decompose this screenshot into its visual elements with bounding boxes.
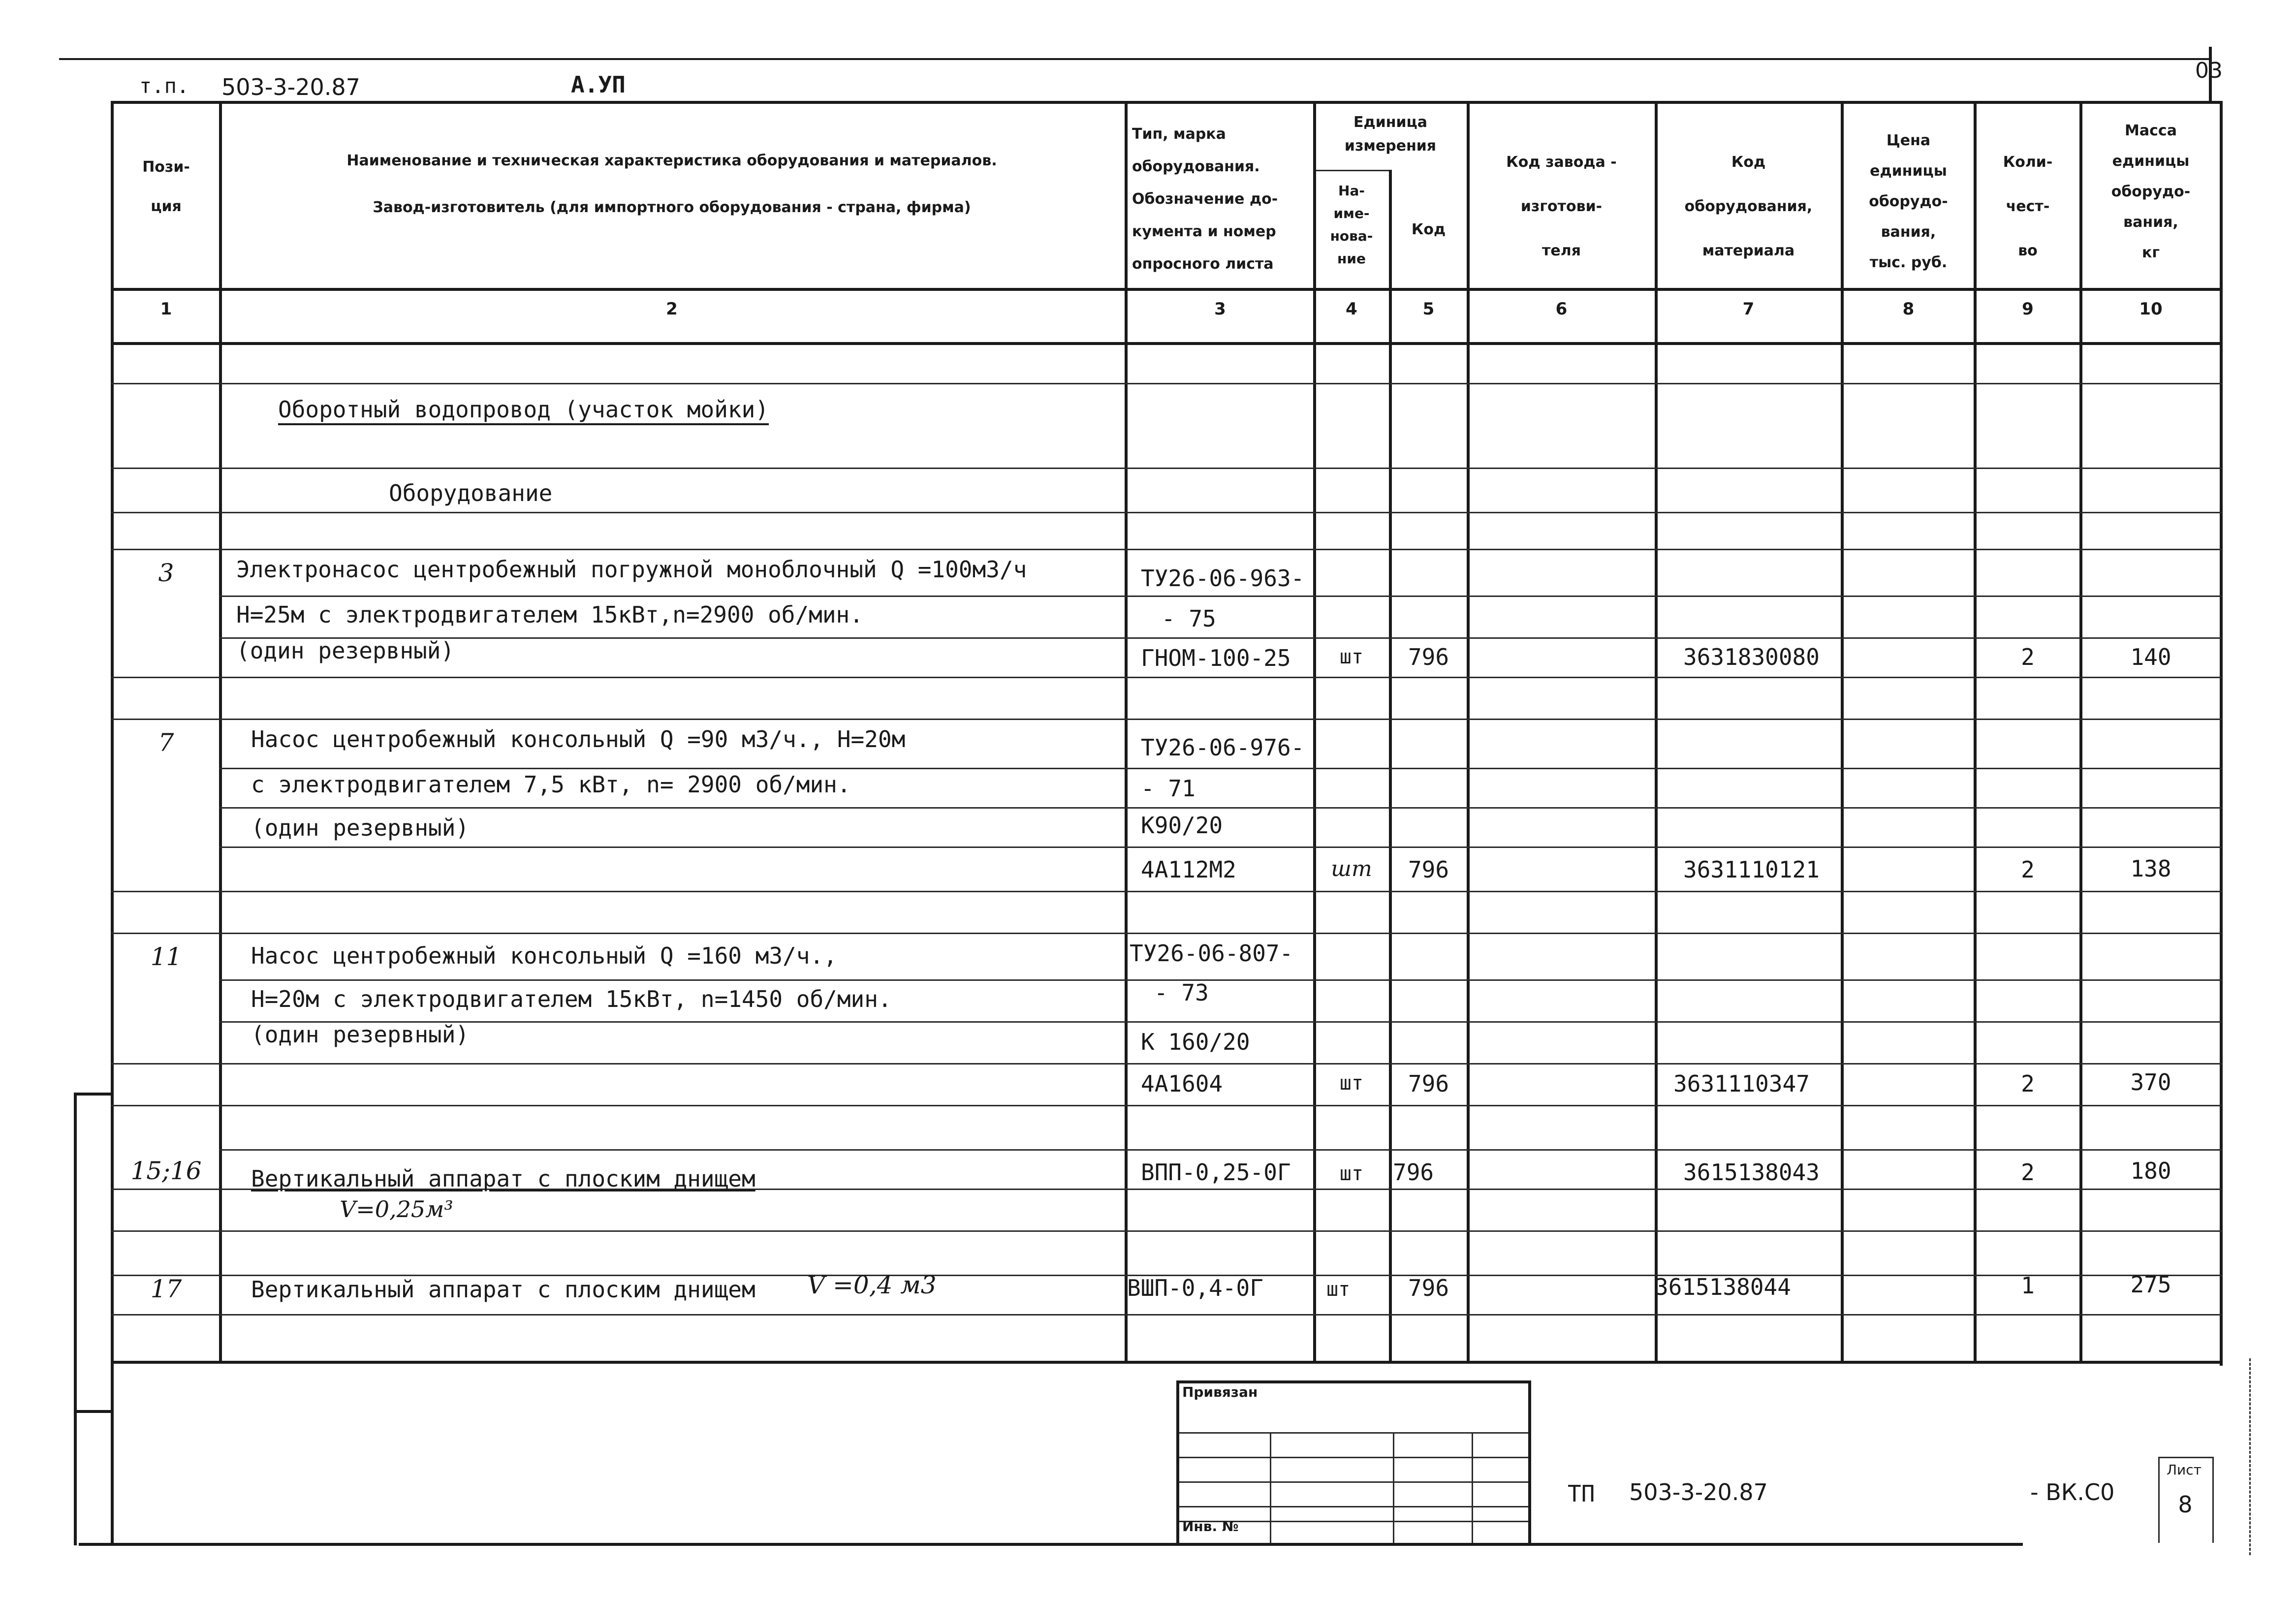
row-line xyxy=(219,595,2222,597)
item-type-line: К 160/20 xyxy=(1141,1029,1250,1055)
stamp-line xyxy=(1528,1380,1531,1543)
col-line xyxy=(1389,170,1392,1363)
col-number: 9 xyxy=(2022,299,2034,319)
item-equipment-code: 3631110347 xyxy=(1673,1070,1810,1097)
item-unit: шт xyxy=(1339,1072,1364,1095)
col-header-maker-code: Код завода - изготови- теля xyxy=(1506,154,1617,259)
col-number: 2 xyxy=(666,299,678,319)
col-header-type: Тип, марка оборудования. Обозначение до- кумента и номер опросного листа xyxy=(1132,125,1278,273)
stamp-line xyxy=(1270,1432,1271,1543)
col-number: 6 xyxy=(1555,299,1568,319)
section-title: Оборотный водопровод (участок мойки) xyxy=(278,396,769,423)
header-bottom-line xyxy=(111,288,2222,291)
row-line xyxy=(219,846,2222,848)
item-volume: V =0,4 м3 xyxy=(807,1271,937,1299)
item-description-line: Электронасос центробежный погружной моноблочный Q =100м3/ч xyxy=(236,556,1027,583)
item-mass: 180 xyxy=(2130,1158,2171,1184)
item-quantity: 2 xyxy=(2021,856,2035,883)
item-volume: V=0,25м³ xyxy=(340,1196,453,1222)
stamp-line xyxy=(1176,1481,1531,1483)
item-position: 3 xyxy=(158,559,174,587)
stamp-sheet-number: 8 xyxy=(2178,1491,2193,1518)
top-border xyxy=(59,58,2210,60)
item-description-line: Н=25м с электродвигателем 15кВт,n=2900 об/мин. xyxy=(236,601,863,628)
stamp-project-code: 503-3-20.87 xyxy=(1629,1479,1768,1505)
col-number: 4 xyxy=(1346,299,1357,319)
col-header-equipment-code: Код оборудования, материала xyxy=(1684,154,1813,259)
item-position: 17 xyxy=(150,1275,182,1303)
numbers-bottom-line xyxy=(111,342,2222,345)
row-line xyxy=(111,383,2222,384)
col-header-unit-name: На- име- нова- ние xyxy=(1330,183,1373,267)
item-description-line: Вертикальный аппарат с плоским днищем xyxy=(251,1165,755,1192)
stamp-line xyxy=(1176,1506,1531,1507)
col-number: 10 xyxy=(2139,299,2163,319)
item-unit: шт xyxy=(1326,1278,1351,1301)
row-line xyxy=(111,1063,2222,1065)
col-header-quantity: Коли- чест- во xyxy=(2003,154,2053,259)
stamp-tp-label: ТП xyxy=(1568,1480,1595,1507)
item-description-line: Насос центробежный консольный Q =90 м3/ч., Н=20м xyxy=(251,726,906,752)
stamp-inventory-label: Инв. № xyxy=(1182,1518,1239,1535)
item-type-line: - 71 xyxy=(1141,775,1195,802)
margin-tick xyxy=(74,1093,113,1096)
col-header-unit-code: Код xyxy=(1411,221,1446,238)
row-line xyxy=(111,933,2222,934)
sheet-box-line xyxy=(2212,1457,2214,1543)
col-line xyxy=(1467,101,1470,1363)
item-mass: 370 xyxy=(2130,1069,2171,1096)
item-type-line: ГНОМ-100-25 xyxy=(1141,645,1291,671)
item-unit-code: 796 xyxy=(1408,1070,1449,1097)
row-line xyxy=(111,719,2222,720)
table-top-line xyxy=(111,101,2222,104)
row-line xyxy=(219,1149,2222,1151)
item-quantity: 2 xyxy=(2021,1070,2035,1097)
item-mass: 140 xyxy=(2130,644,2171,670)
stamp-sheet-label: Лист xyxy=(2167,1462,2202,1478)
stamp-attached-label: Привязан xyxy=(1182,1384,1258,1400)
item-type-line: ВПП-0,25-0Г xyxy=(1141,1159,1291,1186)
stamp-line xyxy=(1176,1380,1179,1543)
col-header-position: Пози- ция xyxy=(142,158,190,215)
item-unit: шт xyxy=(1339,1162,1364,1185)
page-corner-number: 03 xyxy=(2195,58,2223,83)
item-position: 15;16 xyxy=(130,1157,202,1185)
item-description-line: (один резервный) xyxy=(236,637,455,664)
item-description-line: Н=20м с электродвигателем 15кВт, n=1450 об/мин. xyxy=(251,986,892,1012)
item-unit: шт xyxy=(1331,856,1372,881)
row-line xyxy=(111,677,2222,678)
col-header-name-line1: Наименование и техническая характеристика оборудования и материалов. xyxy=(346,152,997,169)
cut-mark xyxy=(2249,1358,2251,1555)
item-unit-code: 796 xyxy=(1408,856,1449,883)
row-line xyxy=(219,637,2222,639)
item-quantity: 2 xyxy=(2021,644,2035,670)
tp-label: т.п. xyxy=(139,74,189,98)
row-line xyxy=(111,512,2222,513)
item-type-line: К90/20 xyxy=(1141,812,1223,839)
album-label: А.УП xyxy=(571,71,626,98)
item-type-line: ВШП-0,4-0Г xyxy=(1127,1275,1263,1301)
bottom-frame-line xyxy=(79,1543,2023,1546)
item-equipment-code: 3631110121 xyxy=(1683,856,1820,883)
item-type-line: 4А112М2 xyxy=(1141,856,1236,883)
row-line xyxy=(111,468,2222,469)
item-description-line: Насос центробежный консольный Q =160 м3/ч., xyxy=(251,942,837,969)
row-line xyxy=(111,891,2222,892)
col-number: 7 xyxy=(1742,299,1755,319)
item-mass: 138 xyxy=(2130,855,2171,882)
item-equipment-code: 3615138044 xyxy=(1655,1274,1791,1300)
project-code: 503-3-20.87 xyxy=(221,74,360,100)
item-type-line: - 75 xyxy=(1162,605,1216,632)
col-line xyxy=(1841,101,1844,1363)
margin-tick xyxy=(74,1410,113,1413)
table-bottom-line xyxy=(111,1361,2222,1364)
item-type-line: ТУ26-06-963- xyxy=(1141,565,1305,592)
row-line xyxy=(111,549,2222,550)
col-header-unit-group: Единица измерения xyxy=(1344,114,1437,155)
item-unit: шт xyxy=(1339,646,1364,668)
col-header-name-line2: Завод-изготовитель (для импортного оборудования - страна, фирма) xyxy=(373,199,971,216)
item-type-line: - 73 xyxy=(1154,979,1209,1006)
row-line xyxy=(111,1314,2222,1316)
row-line xyxy=(219,1021,2222,1023)
row-line xyxy=(219,768,2222,769)
item-mass: 275 xyxy=(2130,1271,2171,1298)
item-unit-code: 796 xyxy=(1408,644,1449,670)
row-line xyxy=(111,1230,2222,1232)
item-equipment-code: 3631830080 xyxy=(1683,644,1820,670)
col-number: 5 xyxy=(1422,299,1435,319)
item-quantity: 2 xyxy=(2021,1159,2035,1186)
item-position: 11 xyxy=(150,942,182,971)
row-line xyxy=(219,979,2222,981)
stamp-line xyxy=(1176,1457,1531,1458)
item-quantity: 1 xyxy=(2021,1272,2035,1299)
col-line xyxy=(219,101,222,1363)
stamp-document-suffix: - ВК.С0 xyxy=(2030,1479,2115,1505)
item-type-line: ТУ26-06-807- xyxy=(1130,940,1293,967)
item-equipment-code: 3615138043 xyxy=(1683,1159,1820,1186)
item-unit-code: 796 xyxy=(1408,1275,1449,1301)
col-line xyxy=(1655,101,1658,1363)
item-description-line: (один резервный) xyxy=(251,815,470,841)
item-type-line: ТУ26-06-976- xyxy=(1141,734,1305,761)
item-type-line: 4А1604 xyxy=(1141,1070,1223,1097)
section-subtitle: Оборудование xyxy=(389,480,553,506)
row-line xyxy=(219,807,2222,809)
col-header-price: Цена единицы оборудо- вания, тыс. руб. xyxy=(1869,132,1948,271)
item-description-line: с электродвигателем 7,5 кВт, n= 2900 об/мин. xyxy=(251,771,851,798)
col-header-mass: Масса единицы оборудо- вания, кг xyxy=(2111,122,2191,261)
col-number: 3 xyxy=(1214,299,1226,319)
margin-line xyxy=(74,1093,77,1545)
col-number: 1 xyxy=(160,299,172,319)
stamp-line xyxy=(1176,1380,1531,1383)
item-description-line: Вертикальный аппарат с плоским днищем xyxy=(251,1276,755,1303)
item-unit-code: 796 xyxy=(1393,1159,1434,1186)
stamp-line xyxy=(1472,1432,1473,1543)
stamp-line xyxy=(1176,1432,1531,1434)
item-position: 7 xyxy=(158,728,174,757)
sheet-box-line xyxy=(2158,1457,2212,1458)
stamp-line xyxy=(1393,1432,1394,1543)
col-number: 8 xyxy=(1902,299,1915,319)
col-line xyxy=(1125,101,1128,1363)
unit-subheader-line xyxy=(1313,170,1392,171)
item-description-line: (один резервный) xyxy=(251,1021,470,1048)
row-line xyxy=(111,1105,2222,1106)
